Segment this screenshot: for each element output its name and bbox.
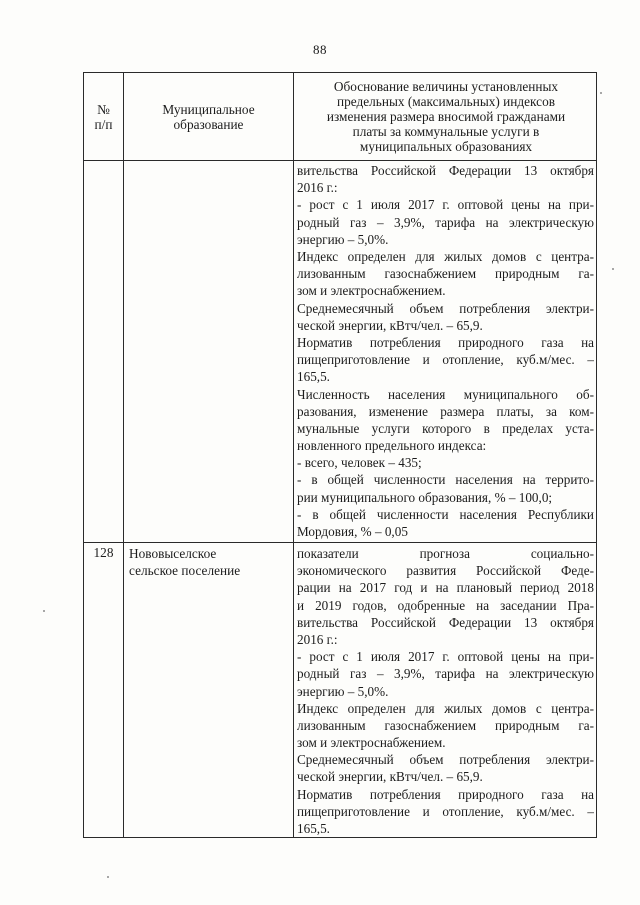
header-number [84,73,123,160]
justification-line: Индекс определен для жилых домов с центра- [297,248,594,264]
justification-line: рации на 2017 год и на плановый период 2018 [297,580,594,596]
justification-line: энергию – 5,0%. [297,683,389,699]
justification-line: 165,5. [297,821,330,837]
justification-line: вительства Российской Федерации 13 октября [297,614,594,630]
justification-line: ческой энергии, кВтч/чел. – 65,9. [297,769,483,785]
scan-speck [612,268,614,270]
column-divider-number [123,73,124,837]
justification-line: экономического развития Российской Феде- [297,563,594,579]
header-number-line: № [97,101,110,117]
header-divider [84,160,596,161]
justification-line: Норматив потребления природного газа на [297,786,594,802]
header-justification-line: платы за коммунальные услуги в [352,124,540,139]
header-justification-line: изменения размера вносимой гражданами [326,109,566,124]
scan-speck [43,610,45,612]
scan-speck [600,92,602,94]
justification-line: мунальные услуги которого в пределах уста- [297,420,594,436]
justification-line: новленного предельного индекса: [297,438,487,454]
justification-table [83,72,597,838]
justification-line: 165,5. [297,369,330,385]
justification-line: Норматив потребления природного газа на [297,334,594,350]
scan-speck [107,876,109,878]
justification-line: лизованным газоснабжением природным га- [297,266,594,282]
header-municipality [124,73,293,160]
row-continued-justification [297,162,594,540]
header-municipality-line: образование [173,116,244,132]
justification-line: энергию – 5,0%. [297,231,389,247]
row-divider [84,542,596,543]
justification-line: Среднемесячный объем потребления электри- [297,300,594,316]
municipality-line: Нововыселское [129,546,217,561]
justification-line: пищеприготовление и отопление, куб.м/мес. – [297,352,594,368]
column-divider-municipality [293,73,294,837]
justification-line: и 2019 годов, одобренные на заседании Пра- [297,597,594,613]
justification-line: - в общей численности населения на террито- [297,472,594,488]
justification-line: ческой энергии, кВтч/чел. – 65,9. [297,317,483,333]
justification-line: лизованным газоснабжением природным га- [297,717,594,733]
row-municipality [129,545,289,579]
row-number: 128 [93,545,114,560]
justification-line: Численность населения муниципального об- [297,386,594,402]
justification-line: пищеприготовление и отопление, куб.м/мес. – [297,803,594,819]
justification-line: - рост с 1 июля 2017 г. оптовой цены на при- [297,649,594,665]
header-justification [294,73,598,160]
justification-line: - рост с 1 июля 2017 г. оптовой цены на при- [297,197,594,213]
justification-line: 2016 г.: [297,631,338,647]
row-128-justification [297,545,594,837]
header-number-line: п/п [94,116,113,132]
justification-line: вительства Российской Федерации 13 октября [297,163,594,178]
page-number: 88 [313,42,327,57]
justification-line: - в общей численности населения Республики [297,506,594,522]
justification-line: Индекс определен для жилых домов с центра- [297,700,594,716]
justification-line: разования, изменение размера платы, за ком- [297,403,594,419]
justification-line: родный газ – 3,9%, тарифа на электрическую [297,214,594,230]
municipality-line: сельское поселение [129,563,241,578]
justification-line: рии муниципального образования, % – 100,0; [297,489,553,505]
justification-line: показатели прогноза социально- [297,546,594,561]
header-justification-line: Обоснование величины установленных [333,79,559,94]
justification-line: Среднемесячный объем потребления электри- [297,752,594,768]
justification-line: зом и электроснабжением. [297,735,446,751]
justification-line: родный газ – 3,9%, тарифа на электрическую [297,666,594,682]
header-justification-line: предельных (максимальных) индексов [336,94,556,109]
justification-line: Мордовия, % – 0,05 [297,524,408,540]
justification-line: 2016 г.: [297,180,338,196]
header-municipality-line: Муниципальное [162,101,255,117]
justification-line: - всего, человек – 435; [297,455,422,471]
justification-line: зом и электроснабжением. [297,283,446,299]
header-justification-line: муниципальных образованиях [359,139,533,154]
